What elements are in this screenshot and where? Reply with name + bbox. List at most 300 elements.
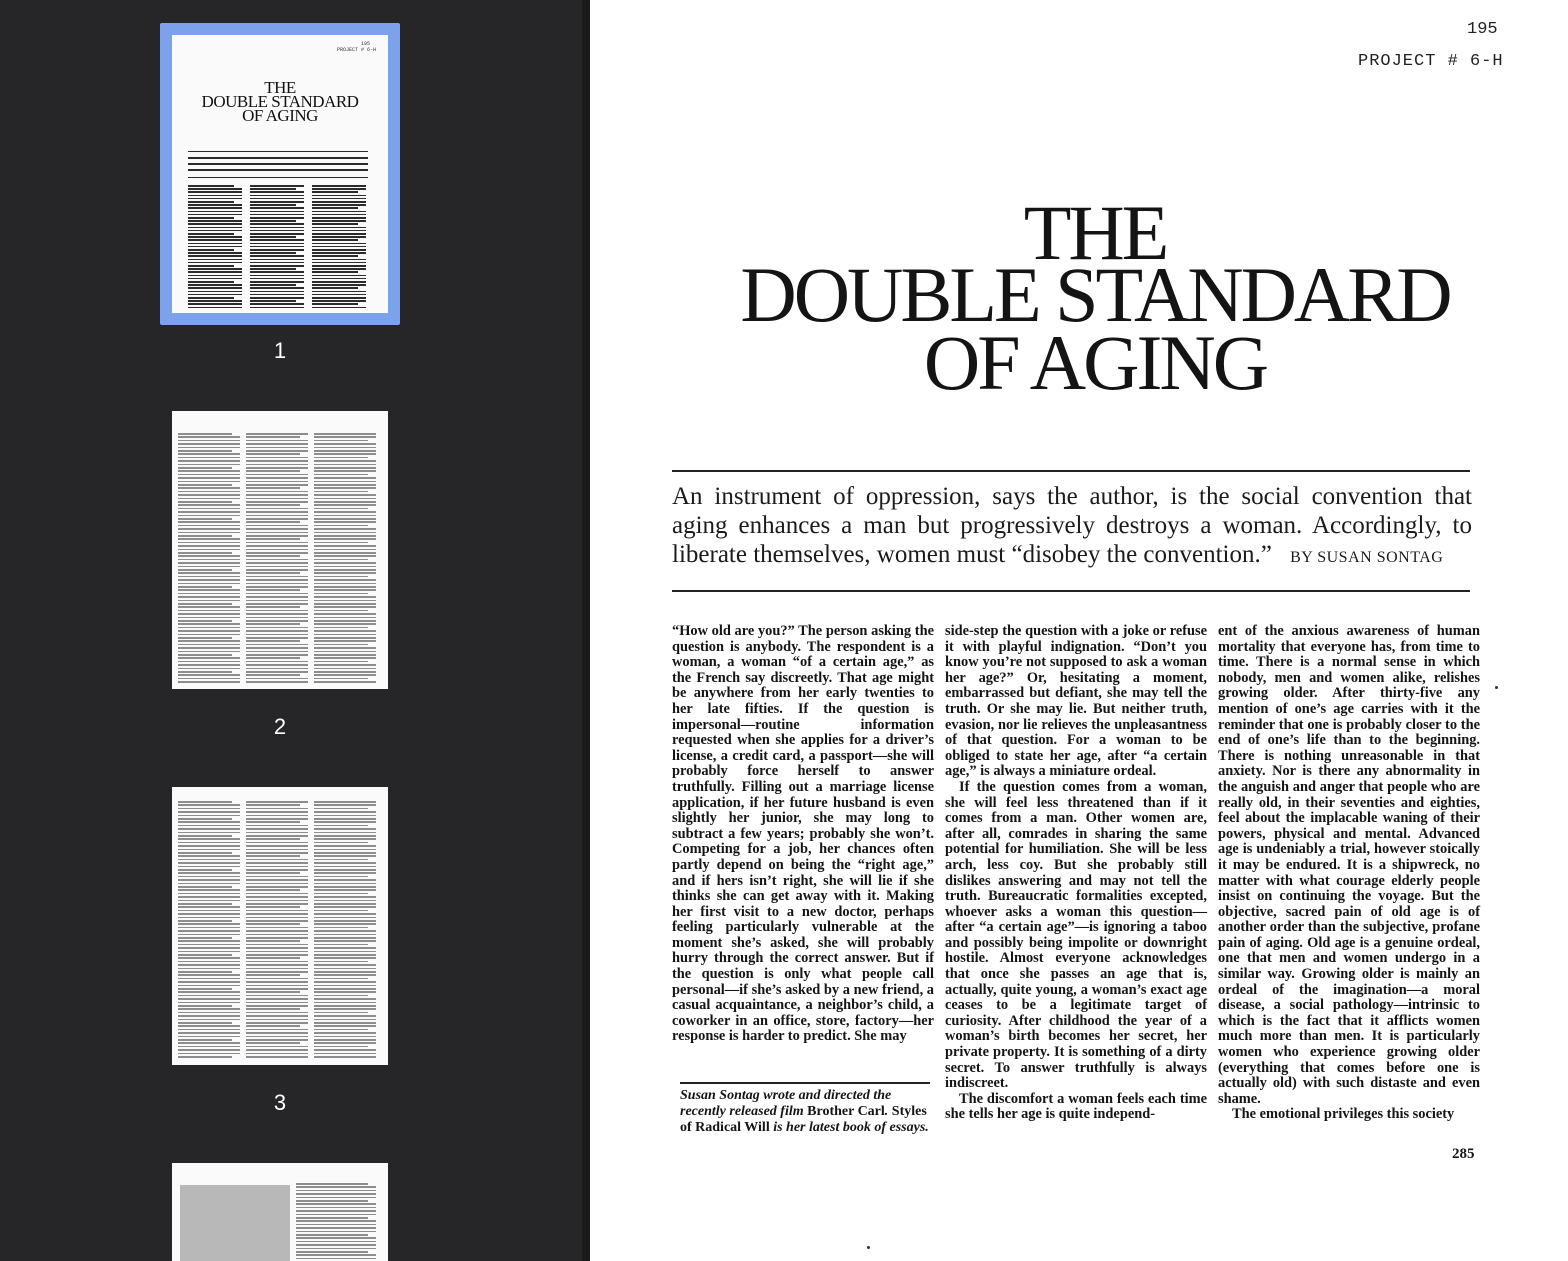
thumb-text-line xyxy=(246,586,308,588)
thumb-text-line xyxy=(178,876,240,878)
thumb-text-line xyxy=(188,243,242,245)
thumb-text-line xyxy=(178,498,240,500)
thumbnail-page-number: 2 xyxy=(273,714,287,739)
thumb-text-line xyxy=(314,920,376,922)
paragraph: The discomfort a woman feels each time she tells her age is quite independ- xyxy=(945,1090,1207,1123)
thumb-text-line xyxy=(188,278,242,280)
thumb-text-line xyxy=(188,300,242,302)
thumb-text-line xyxy=(178,525,240,527)
thumb-text-line xyxy=(246,498,308,500)
thumb-text-line xyxy=(246,971,308,973)
thumb1-page-no: 195 xyxy=(360,41,370,47)
thumb-text-line xyxy=(314,988,376,990)
thumb-text-line xyxy=(246,866,308,868)
sidebar-splitter[interactable] xyxy=(582,0,590,1261)
thumb-text-line xyxy=(246,637,308,639)
thumb-text-line xyxy=(314,971,376,973)
thumb-text-line xyxy=(314,447,376,449)
paragraph: side-step the question with a joke or refuse it with playful indignation. “Don’t you know you’re not supposed to ask a woman her age?” Or, hesitating a moment, embarrassed but defiant, she may tell the truth. Or she may lie. But neither truth, evasion, nor lie relieves the unpleasantness of that question. For a woman to be obliged to state her age, after “a certain age,” is always a miniature ordeal. xyxy=(945,623,1207,780)
thumb-text-line xyxy=(314,937,376,939)
thumb-text-line xyxy=(178,678,240,680)
thumb-text-line xyxy=(246,1032,308,1034)
thumb-text-line xyxy=(314,470,376,472)
article-deck xyxy=(672,482,1472,572)
thumb-text-line xyxy=(314,576,368,578)
thumb-text-line xyxy=(178,532,240,534)
thumb-text-line xyxy=(246,576,308,578)
thumb-text-line xyxy=(246,1015,308,1017)
thumb-text-line xyxy=(296,1200,368,1202)
thumb-text-line xyxy=(312,249,366,251)
thumb-text-line xyxy=(246,668,308,670)
thumb-text-line xyxy=(312,217,366,219)
thumb-text-line xyxy=(314,637,376,639)
thumb-text-line xyxy=(314,593,368,595)
thumb-text-line xyxy=(178,511,240,513)
thumb-text-line xyxy=(178,957,240,959)
thumb-text-line xyxy=(188,233,234,235)
thumb-text-line xyxy=(314,647,376,649)
byline: BY SUSAN SONTAG xyxy=(1290,549,1444,566)
thumb-text-line xyxy=(188,284,242,286)
thumb-text-line xyxy=(246,896,308,898)
thumb-text-line xyxy=(178,927,240,929)
thumb-text-line xyxy=(250,255,304,257)
thumb-text-line xyxy=(178,1039,232,1041)
thumb-text-line xyxy=(314,596,376,598)
thumb-text-line xyxy=(246,1019,308,1021)
thumb-text-line xyxy=(246,934,308,936)
thumb-text-line xyxy=(246,1008,300,1010)
thumb-text-line xyxy=(178,528,240,530)
thumb-text-line xyxy=(246,630,308,632)
thumb-text-line xyxy=(178,872,240,874)
thumb-text-line xyxy=(314,876,368,878)
paragraph: ent of the anxious awareness of human mortality that everyone has, from time to time. There is a normal sense in which nobody, men and women alike, relishes growing older. After thirty-five any mention of one’s age carries with it the reminder that one is probably closer to the end of one’s life than to the beginning. There is nothing unreasonable in that anxiety. Nor is there any abnormality in the anguish and anger that people who are really old, in their seventies and eighties, feel about the implacable waning of their powers, physical and mental. Advanced age is undeniably a trial, however stoically it may be endured. It is a shipwreck, no matter with what courage elderly people insist on continuing the voyage. But the objective, sacred pain of old age is of another order than the subjective, profane pain of aging. Old age is a genuine ordeal, one that men and women undergo in a similar way. Growing older is mainly an ordeal of the imagination—a moral disease, a social pathology—intrinsic to which is the fact that it afflicts women much more than men. It is particularly women who experience growing older (everything that comes before one is actually old) with such distaste and even shame. xyxy=(1218,623,1480,1107)
thumb-text-line xyxy=(178,981,240,983)
thumbnail-page-4-preview xyxy=(172,1163,388,1261)
thumb-text-line xyxy=(188,236,242,238)
thumb-text-line xyxy=(246,542,308,544)
thumb-text-line xyxy=(188,255,242,257)
bio-text: . xyxy=(884,1104,892,1119)
thumb-text-line xyxy=(314,883,376,885)
thumb-text-line xyxy=(314,671,376,673)
thumb-text-line xyxy=(250,230,304,232)
thumb-text-line xyxy=(178,657,240,659)
thumb-text-line xyxy=(246,487,300,489)
thumb-text-line xyxy=(312,227,366,229)
thumb-text-line xyxy=(178,1005,232,1007)
thumb-text-line xyxy=(314,583,376,585)
thumb-text-line xyxy=(250,268,296,270)
thumb-text-line xyxy=(246,593,308,595)
thumb-text-line xyxy=(178,995,240,997)
thumb-text-line xyxy=(246,1036,308,1038)
thumb-text-line xyxy=(188,281,234,283)
thumb-text-line xyxy=(314,930,376,932)
thumb-text-line xyxy=(246,988,308,990)
thumb-text-line xyxy=(178,862,240,864)
thumb-text-line xyxy=(312,262,366,264)
thumb-text-line xyxy=(246,862,308,864)
thumb-text-line xyxy=(314,566,376,568)
thumb-text-line xyxy=(178,1029,240,1031)
thumb-text-line xyxy=(314,1022,376,1024)
thumb-text-line xyxy=(314,1053,376,1055)
thumb-text-line xyxy=(178,487,240,489)
thumb-text-line xyxy=(314,1029,368,1031)
thumb-text-line xyxy=(246,974,300,976)
thumb-text-line xyxy=(188,252,242,254)
thumb1-title-line-2: DOUBLE STANDARD xyxy=(201,92,359,111)
thumb-text-line xyxy=(178,603,232,605)
thumb-text-line xyxy=(296,1197,376,1199)
thumb-text-line xyxy=(178,579,240,581)
thumb-text-line xyxy=(246,842,308,844)
thumb-text-line xyxy=(314,477,376,479)
thumb-text-line xyxy=(312,198,366,200)
thumb-text-line xyxy=(314,589,376,591)
thumb-text-line xyxy=(312,211,366,213)
thumb-text-line xyxy=(188,214,242,216)
thumb-text-line xyxy=(246,944,308,946)
thumb-text-line xyxy=(312,236,366,238)
thumb-text-line xyxy=(246,657,300,659)
thumb-text-line xyxy=(314,852,376,854)
thumb-text-line xyxy=(312,239,358,241)
thumb-text-line xyxy=(178,1036,240,1038)
thumb-text-line xyxy=(178,889,240,891)
thumb-text-line xyxy=(246,674,300,676)
thumb-text-line xyxy=(250,281,304,283)
article-column-2 xyxy=(945,624,1207,1123)
thumb-text-line xyxy=(246,603,308,605)
thumb-text-line xyxy=(246,494,308,496)
thumb-text-line xyxy=(188,188,242,190)
thumb-text-line xyxy=(250,243,304,245)
thumb-text-line xyxy=(246,998,308,1000)
thumb-text-line xyxy=(178,521,240,523)
thumb-text-line xyxy=(314,552,376,554)
thumb-text-line xyxy=(246,923,300,925)
thumb-text-line xyxy=(296,1244,376,1246)
thumb-text-line xyxy=(314,998,376,1000)
thumb4-illustration xyxy=(180,1185,290,1261)
thumb-text-line xyxy=(312,188,366,190)
thumb-text-line xyxy=(312,214,366,216)
thumb-text-line xyxy=(178,808,240,810)
thumb-text-line xyxy=(312,195,366,197)
thumb-text-line xyxy=(314,661,368,663)
thumb-text-line xyxy=(188,211,242,213)
thumb-text-line xyxy=(250,252,296,254)
thumb-text-line xyxy=(314,825,368,827)
thumb-text-line xyxy=(188,249,234,251)
thumb-text-line xyxy=(250,204,296,206)
thumb-text-line xyxy=(178,606,240,608)
thumb-text-line xyxy=(296,1217,368,1219)
thumb-text-line xyxy=(178,484,232,486)
thumb-text-line xyxy=(188,297,234,299)
thumb-text-line xyxy=(250,214,304,216)
thumb-text-line xyxy=(250,307,304,309)
thumb-text-line xyxy=(246,1042,300,1044)
thumb-text-line xyxy=(246,600,308,602)
thumb-text-line xyxy=(178,1053,240,1055)
thumb-text-line xyxy=(314,474,368,476)
thumb-text-line xyxy=(296,1190,376,1192)
thumb-text-line xyxy=(314,1056,376,1058)
thumb-text-line xyxy=(246,644,308,646)
thumb-text-line xyxy=(246,995,308,997)
thumb-text-line xyxy=(314,579,376,581)
thumb-text-line xyxy=(312,303,358,305)
page-number-top: 195 xyxy=(1467,20,1498,39)
thumb-text-line xyxy=(178,954,232,956)
thumb-text-line xyxy=(314,957,376,959)
thumb-text-line xyxy=(246,1022,308,1024)
thumb-text-line xyxy=(314,555,376,557)
thumb1-title xyxy=(172,78,388,125)
thumb-text-line xyxy=(178,920,232,922)
thumb-text-line xyxy=(178,842,240,844)
thumb-text-line xyxy=(314,832,376,834)
thumb-text-line xyxy=(246,937,308,939)
thumb-text-line xyxy=(188,223,242,225)
thumb-text-line xyxy=(178,640,240,642)
thumb-text-line xyxy=(178,893,240,895)
thumb-text-line xyxy=(314,494,376,496)
thumb-text-line xyxy=(314,944,368,946)
thumb-text-line xyxy=(246,583,308,585)
thumb-text-line xyxy=(296,1224,376,1226)
thumb-text-line xyxy=(178,896,240,898)
thumb-text-line xyxy=(246,940,300,942)
thumb-text-line xyxy=(178,562,240,564)
thumb-text-line xyxy=(312,230,366,232)
thumb-text-line xyxy=(314,640,376,642)
thumb-text-line xyxy=(250,211,304,213)
thumb-text-line xyxy=(246,869,308,871)
thumb-text-line xyxy=(314,511,376,513)
thumb-text-line xyxy=(250,275,304,277)
thumb-text-line xyxy=(246,808,308,810)
thumb-text-line xyxy=(178,668,240,670)
thumb-text-line xyxy=(188,185,234,187)
thumb-text-line xyxy=(314,961,368,963)
thumb-text-line xyxy=(250,259,304,261)
thumb-text-line xyxy=(178,828,240,830)
thumb-text-line xyxy=(314,572,376,574)
paragraph: “How old are you?” The person asking the question is anybody. The respondent is a woman, a woman “of a certain age,” as the French say discreetly. That age might be anywhere from her early twenties to her late fifties. If the question is impersonal—routine information requested when she applies for a driver’s license, a credit card, a passport—she will probably force herself to answer truthfully. Filling out a marriage license application, if her future husband is even slightly her junior, she may long to subtract a few years; probably she won’t. Competing for a job, her chances often partly depend on being the “right age,” and if hers isn’t right, she will lie if she thinks she can get away with it. Making her first visit to a new doctor, perhaps feeling particularly vulnerable at the moment she’s asked, she will probably hurry through the correct answer. But if the question is only what people call personal—if she’s asked by a new friend, a casual acquaintance, a neighbor’s child, a coworker in an office, store, factory—her response is harder to predict. She may xyxy=(672,623,934,1045)
thumb-text-line xyxy=(246,818,308,820)
thumb-text-line xyxy=(178,978,240,980)
thumb-text-line xyxy=(314,603,376,605)
thumb-text-line xyxy=(250,246,304,248)
thumb-text-line xyxy=(178,886,232,888)
thumb-text-line xyxy=(314,1008,376,1010)
thumb-text-line xyxy=(178,647,240,649)
thumb-text-line xyxy=(296,1237,376,1239)
thumb-text-line xyxy=(178,671,232,673)
thumb-text-line xyxy=(246,504,300,506)
thumb-text-line xyxy=(178,457,240,459)
thumb-text-line xyxy=(250,191,304,193)
thumb-text-line xyxy=(314,991,376,993)
bio-rule xyxy=(680,1082,930,1084)
thumb-text-line xyxy=(250,217,304,219)
thumb-text-line xyxy=(178,572,240,574)
thumb-text-line xyxy=(246,532,308,534)
thumb-text-line xyxy=(314,528,376,530)
thumb-text-line xyxy=(314,545,376,547)
thumb-text-line xyxy=(178,555,240,557)
thumb-text-line xyxy=(314,968,376,970)
thumb-text-line xyxy=(246,991,300,993)
thumb-text-line xyxy=(178,508,240,510)
thumb-text-line xyxy=(246,555,300,557)
thumb-text-line xyxy=(314,481,376,483)
thumb-text-line xyxy=(314,974,376,976)
page-number-bottom: 285 xyxy=(1452,1146,1475,1162)
thumb-text-line xyxy=(178,654,232,656)
thumb-text-line xyxy=(178,501,232,503)
thumb-text-line xyxy=(246,872,300,874)
article-title-line-2: DOUBLE STANDARD xyxy=(740,251,1450,338)
thumb-text-line xyxy=(246,1053,308,1055)
thumb-text-line xyxy=(178,852,232,854)
thumb-text-line xyxy=(312,201,366,203)
thumb-text-line xyxy=(178,913,240,915)
thumb-text-line xyxy=(314,893,368,895)
thumb-text-line xyxy=(246,1012,308,1014)
thumb-text-line xyxy=(296,1203,376,1205)
thumb-text-line xyxy=(314,654,376,656)
thumb-text-line xyxy=(178,923,240,925)
thumb-text-line xyxy=(246,964,308,966)
thumb-text-line xyxy=(178,985,240,987)
thumb-text-line xyxy=(178,494,240,496)
thumb-text-line xyxy=(178,1032,240,1034)
thumb-text-line xyxy=(178,801,232,803)
thumb-text-line xyxy=(296,1210,376,1212)
scan-speck xyxy=(867,1246,870,1249)
thumb-text-line xyxy=(312,265,366,267)
thumb-text-line xyxy=(246,569,308,571)
thumb-text-line xyxy=(246,521,300,523)
thumb-text-line xyxy=(250,233,304,235)
thumb-text-line xyxy=(178,940,240,942)
thumb-text-line xyxy=(312,185,366,187)
bio-book-title: Styles of Radical Will xyxy=(680,1104,927,1135)
thumb-text-line xyxy=(246,893,308,895)
thumb-text-line xyxy=(246,525,308,527)
thumb-text-line xyxy=(312,252,366,254)
thumbnail-sidebar xyxy=(0,0,582,1261)
thumb-text-line xyxy=(314,678,368,680)
thumb1-title-line-1: THE xyxy=(264,78,296,97)
thumb-text-line xyxy=(314,450,376,452)
thumb-text-line xyxy=(314,862,376,864)
thumb-text-line xyxy=(314,1012,368,1014)
thumb-text-line xyxy=(314,453,376,455)
thumb-text-line xyxy=(178,491,240,493)
thumb-text-line xyxy=(178,988,232,990)
thumb-deck-line xyxy=(188,157,368,159)
thumb-text-line xyxy=(246,549,308,551)
thumb-text-line xyxy=(246,484,308,486)
thumb-text-line xyxy=(312,191,358,193)
thumb-text-line xyxy=(296,1227,376,1229)
thumb-text-line xyxy=(178,443,240,445)
thumb-text-line xyxy=(246,835,308,837)
thumb-text-line xyxy=(246,947,308,949)
thumb-text-line xyxy=(246,481,308,483)
thumb-text-line xyxy=(312,271,358,273)
thumb-text-line xyxy=(246,1029,308,1031)
thumb-text-line xyxy=(178,681,240,683)
thumb-text-line xyxy=(314,440,368,442)
thumb-text-line xyxy=(314,954,376,956)
thumb-text-line xyxy=(314,804,376,806)
thumb-text-line xyxy=(246,1025,300,1027)
thumb-text-line xyxy=(314,849,376,851)
thumb-text-line xyxy=(312,291,366,293)
thumb-text-line xyxy=(188,307,242,309)
thumb-text-line xyxy=(314,627,368,629)
thumb-text-line xyxy=(246,447,308,449)
thumb-text-line xyxy=(314,1032,376,1034)
thumb-text-line xyxy=(250,195,304,197)
thumb-text-line xyxy=(246,815,308,817)
thumb-text-line xyxy=(250,303,304,305)
thumb-text-line xyxy=(246,825,308,827)
thumb-text-line xyxy=(178,1049,240,1051)
thumb-text-line xyxy=(178,464,240,466)
thumb-text-line xyxy=(178,630,240,632)
thumb-text-line xyxy=(178,460,240,462)
thumb-text-line xyxy=(314,1049,376,1051)
thumb-text-line xyxy=(314,934,376,936)
thumb-text-line xyxy=(188,265,234,267)
thumb-text-line xyxy=(314,504,376,506)
thumb-text-line xyxy=(178,818,232,820)
thumb-text-line xyxy=(246,511,308,513)
thumb-text-line xyxy=(250,236,296,238)
thumb-text-line xyxy=(178,968,240,970)
thumb-text-line xyxy=(250,249,304,251)
thumbnail-page-number: 3 xyxy=(273,1090,287,1115)
thumb-text-line xyxy=(188,195,242,197)
thumb-text-line xyxy=(246,436,300,438)
thumb-text-line xyxy=(296,1207,376,1209)
thumb-text-line xyxy=(314,515,376,517)
thumb-text-line xyxy=(246,457,308,459)
thumb-text-line xyxy=(178,440,240,442)
thumb-text-line xyxy=(296,1183,368,1185)
thumb-text-line xyxy=(314,487,376,489)
thumb-text-line xyxy=(296,1220,376,1222)
thumb-text-line xyxy=(178,651,240,653)
thumb-text-line xyxy=(314,668,376,670)
thumb-text-line xyxy=(178,569,232,571)
thumb-text-line xyxy=(314,569,376,571)
thumb-text-line xyxy=(246,920,308,922)
thumb-text-line xyxy=(246,913,308,915)
thumb-text-line xyxy=(246,903,308,905)
thumbnail-page-number: 1 xyxy=(273,338,287,363)
